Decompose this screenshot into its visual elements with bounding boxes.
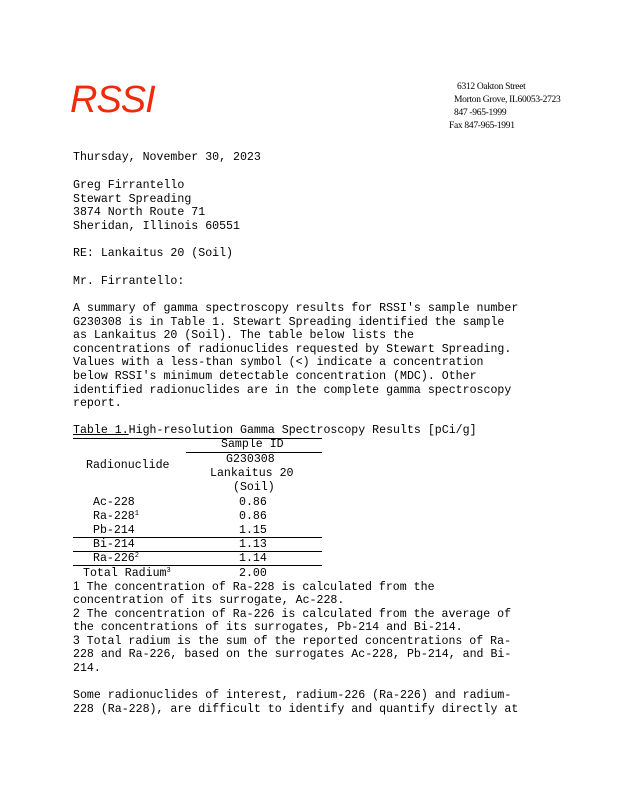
text-line: report. <box>73 397 122 411</box>
text-line: Values with a less-than symbol (<) indicate a concentration <box>73 356 484 370</box>
text-line: A summary of gamma spectroscopy results for RSSI's sample number <box>73 302 519 315</box>
footnote-line: 228 and Ra-226, based on the surrogates Ac-228, Pb-214, and Bi- <box>73 647 512 661</box>
footnote-line: 214. <box>73 661 101 675</box>
footnote-line: the concentrations of its surrogates, Pb-214 and Bi-214. <box>73 620 463 634</box>
text-line: G230308 is in Table 1. Stewart Spreading identified the sample <box>73 315 505 329</box>
footnote-line: concentration of its surrogate, Ac-228. <box>73 593 345 607</box>
sample-name: Lankaitus 20 <box>210 467 294 480</box>
caption-label: Table 1. <box>73 424 129 437</box>
row-name: Total Radium$^3$ <box>83 567 171 580</box>
footnote: 1 The concentration of Ra-228 is calculated from the <box>73 579 435 594</box>
address-street: 6312 Oakton Street <box>457 82 526 92</box>
row-value: 1.13 <box>239 538 267 551</box>
recipient-line: Sheridan, Illinois 60551 <box>73 219 240 233</box>
recipient-block <box>73 179 240 233</box>
row-name: Ac-228 <box>93 496 135 509</box>
address-fax: Fax 847-965-1991 <box>449 121 515 131</box>
recipient-line: Stewart Spreading <box>73 192 192 206</box>
col-header-radionuclide: Radionuclide <box>86 459 170 472</box>
row-name: Pb-214 <box>93 524 135 537</box>
row-value: 0.86 <box>239 510 267 523</box>
salutation: Mr. Firrantello: <box>73 275 185 288</box>
row-value: 1.14 <box>239 552 267 565</box>
text-line: Some radionuclides of interest, radium-226 (Ra-226) and radium- <box>73 689 512 702</box>
text-line: 228 (Ra-228), are difficult to identify and quantify directly at <box>73 702 519 716</box>
paragraph-radionuclides <box>73 689 518 716</box>
paragraph-summary <box>73 302 518 411</box>
text-line: concentrations of radionuclides requested by Stewart Spreading. <box>73 342 512 356</box>
text-line: identified radionuclides are in the complete gamma spectroscopy <box>73 383 512 397</box>
rssi-logo: RSSI <box>70 79 155 121</box>
sample-type: (Soil) <box>233 481 275 494</box>
address-city: Morton Grove, IL60053-2723 <box>454 95 561 105</box>
row-value: 2.00 <box>239 567 267 580</box>
row-value: 1.15 <box>239 524 267 537</box>
recipient-line: 3874 North Route 71 <box>73 206 206 220</box>
group-header: Sample ID <box>221 438 284 451</box>
results-table <box>73 424 322 584</box>
caption-text: High-resolution Gamma Spectroscopy Results [pCi/g] <box>128 424 477 437</box>
text-line: as Lankaitus 20 (Soil). The table below lists the <box>73 329 414 343</box>
row-value: 0.86 <box>239 496 267 509</box>
sample-id: G230308 <box>226 453 275 466</box>
re-line: RE: Lankaitus 20 (Soil) <box>73 247 234 260</box>
address-phone: 847 -965-1999 <box>454 108 507 118</box>
letter-date: Thursday, November 30, 2023 <box>73 151 261 164</box>
footnote: 3 Total radium is the sum of the reported concentrations of Ra- <box>73 633 512 649</box>
recipient-line: Greg Firrantello <box>73 179 185 192</box>
row-name: $Ra-228^1$ <box>93 510 139 523</box>
text-line: below RSSI's minimum detectable concentration (MDC). Other <box>73 369 477 383</box>
footnote: 2 The concentration of Ra-226 is calculated from the average of <box>73 606 512 622</box>
footnotes <box>73 580 511 675</box>
row-name: $Ra-226^2$ <box>93 552 139 565</box>
row-name: Bi-214 <box>93 538 135 551</box>
